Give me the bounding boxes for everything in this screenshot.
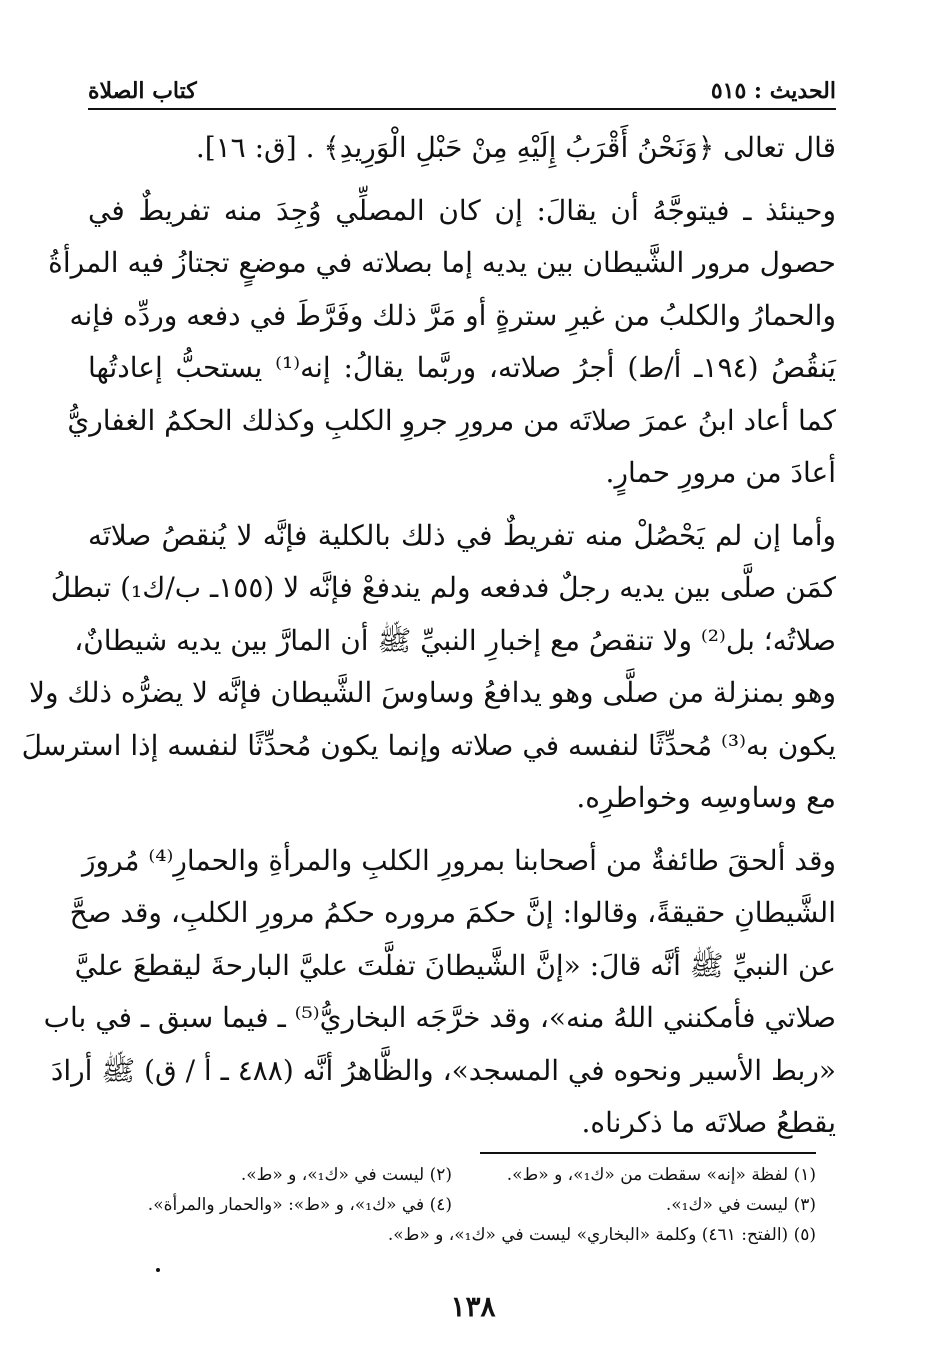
hadith-number: الحديث : ٥١٥ (710, 78, 836, 104)
text-line: صلاتُه؛ بل⁽²⁾ ولا تنقصُ مع إخبارِ النبيِّ ﷺ أن المارَّ بين يديه شيطانٌ، (74, 623, 836, 657)
text-line: كمَن صلَّى بين يديه رجلٌ فدفعه ولم يندفعْ فإنَّه لا (١٥٥ـ ب/ك₁) تبطلُ (50, 571, 836, 604)
text-line: قال تعالى ﴿وَنَحْنُ أَقْرَبُ إِلَيْهِ مِنْ حَبْلِ الْوَرِيدِ﴾ . [ق: ١٦]. (195, 131, 836, 164)
footnote-3: (٣) ليست في «ك₁». (665, 1195, 816, 1215)
book-title: كتاب الصلاة (88, 78, 197, 104)
page-number: ١٣٨ (450, 1290, 496, 1323)
text-line: وقد ألحقَ طائفةٌ من أصحابنا بمرورِ الكلبِ والمرأةِ والحمارِ⁽⁴⁾ مُرورَ (81, 843, 836, 877)
footnote-4: (٤) في «ك₁»، و «ط»: «والحمار والمرأة». (147, 1195, 452, 1215)
footnote-5: (٥) (الفتح: ٤٦١) وكلمة «البخاري» ليست في «ك₁»، و «ط». (387, 1225, 816, 1245)
text-line: والحمارُ والكلبُ من غيرِ سترةٍ أو مَرَّ ذلك وفَرَّطَ في دفعه وردِّه فإنه (69, 298, 836, 332)
ink-dot (156, 1268, 160, 1272)
text-line: يقطعُ صلاتَه ما ذكرناه. (581, 1106, 836, 1139)
text-line: عن النبيِّ ﷺ أنَّه قالَ: «إنَّ الشَّيطانَ تفلَّتَ عليَّ البارحةَ ليقطعَ عليَّ (74, 948, 836, 982)
text-line: يَنقُصُ (١٩٤ـ أ/ط) أجرُ صلاته، وربَّما يقالُ: إنه⁽¹⁾ يستحبُّ إعادتُها (88, 351, 836, 384)
text-line: وأما إن لم يَحْصُلْ منه تفريطٌ في ذلك بالكلية فإنَّه لا يُنقصُ صلاتَه (88, 518, 836, 552)
text-line: «ربط الأسير ونحوه في المسجد»، والظَّاهرُ أنَّه (٤٨٨ ـ أ / ق) ﷺ أرادَ (50, 1053, 836, 1087)
footnote-divider (480, 1152, 816, 1154)
footnote-2: (٢) ليست في «ك₁»، و «ط». (240, 1165, 452, 1185)
text-line: مع وساوسِه وخواطرِه. (576, 781, 836, 814)
text-line: كما أعاد ابنُ عمرَ صلاتَه من مرورِ جروِ الكلبِ وكذلك الحكمُ الغفاريُّ (67, 403, 836, 437)
text-line: الشَّيطانِ حقيقةً، وقالوا: إنَّ حكمَ مروره حكمُ مرورِ الكلبِ، وقد صحَّ (69, 896, 836, 929)
text-line: وحينئذ ـ فيتوجَّهُ أن يقالَ: إن كان المصلِّي وُجِدَ منه تفريطٌ في (88, 193, 837, 227)
text-line: يكون به⁽³⁾ مُحدِّثًا لنفسه في صلاته وإنما يكون مُحدِّثًا لنفسه إذا استرسلَ (21, 728, 836, 762)
text-line: حصول مرور الشَّيطان بين يديه إما بصلاته في موضعٍ تجتازُ فيه المرأةُ (48, 246, 836, 279)
text-line: وهو بمنزلة من صلَّى وهو يدافعُ وساوسَ الشَّيطان فإنَّه لا يضرُّه ذلك ولا (29, 676, 836, 709)
footnotes (88, 1160, 816, 1250)
text-line: صلاتي فأمكنني اللهُ منه»، وقد خرَّجَه البخاريُّ⁽⁵⁾ ـ فيما سبق ـ في باب (43, 1001, 836, 1034)
footnote-1: (١) لفظة «إنه» سقطت من «ك₁»، و «ط». (506, 1165, 816, 1185)
running-head (88, 70, 836, 110)
body-text (21, 122, 837, 1150)
text-line: أعادَ من مرورِ حمارٍ. (605, 456, 836, 489)
